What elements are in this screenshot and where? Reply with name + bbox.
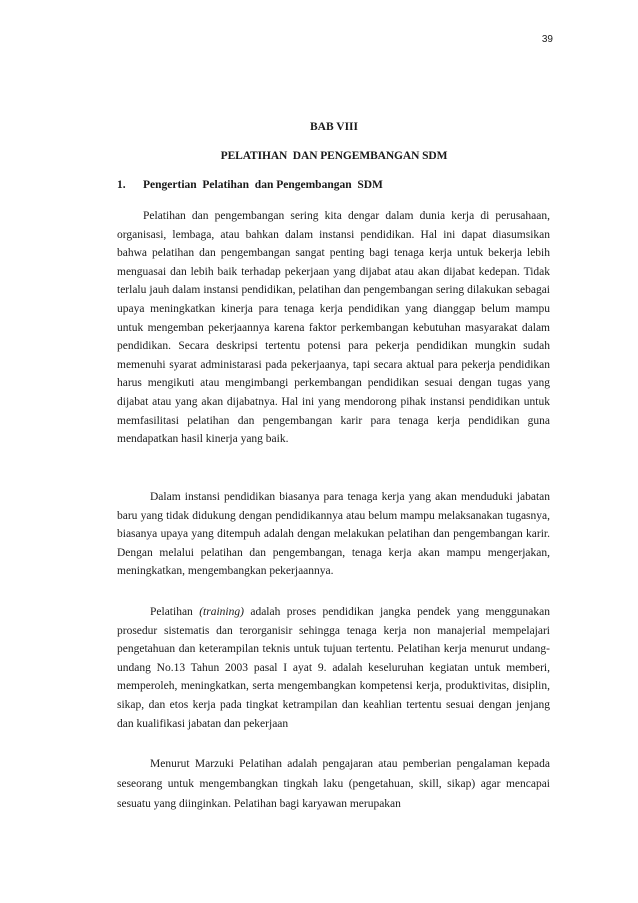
section-number: 1.	[117, 179, 126, 191]
paragraph-4	[117, 754, 550, 814]
training-term: (training)	[199, 606, 244, 618]
chapter-label: BAB VIII	[309, 121, 359, 133]
paragraph-text	[117, 603, 550, 733]
chapter-title: PELATIHAN DAN PENGEMBANGAN SDM	[220, 150, 448, 162]
paragraph-text-start: Pelatihan	[150, 606, 200, 618]
paragraph-text: Dalam instansi pendidikan biasanya para tenaga kerja yang akan menduduki jabatan baru yang tidak didukung dengan pendidikannya atau belum mampu melaksanakan tugasnya, biasanya upaya yang ditempuh adalah dengan melakukan pelatihan dan pengembangan karir. Dengan melalui pelatihan dan pengembangan, tenaga kerja akan mampu mengerjakan, meningkatkan, mengembangkan pekerjaannya.	[117, 491, 550, 578]
paragraph-text: Pelatihan dan pengembangan sering kita dengar dalam dunia kerja di perusahaan, organisasi, lembaga, atau bahkan dalam instansi pendidikan. Hal ini dapat diasumsikan bahwa pelatihan dan pengembangan sangat penting bagi tenaga kerja untuk bekerja lebih menguasai dan lebih baik terhadap pekerjaan yang dijabat atau akan dijabat kedepan. Tidak terlalu jauh dalam instansi pendidikan, pelatihan dan pengembangan sering dilakukan sebagai upaya meningkatkan kinerja para tenaga kerja pendidikan yang dianggap belum mampu untuk mengemban pekerjaannya karena faktor perkembangan kebutuhan masyarakat dalam pendidikan. Secara deskripsi tertentu potensi para pekerja pendidikan mungkin sudah memenuhi syarat administarasi pada pekerjaanya, tapi secara aktual para pekerja pendidikan harus mengikuti atau mengimbangi perkembangan pendidikan sesuai dengan tugas yang dijabat atau yang akan dijabatnya. Hal ini yang mendorong pihak instansi pendidikan untuk memfasilitasi pelatihan dan pengembangan karir para tenaga kerja pendidikan guna mendapatkan hasil kinerja yang baik.	[117, 210, 550, 446]
paragraph-1	[117, 207, 550, 449]
section-heading	[117, 179, 383, 191]
paragraph-3	[117, 603, 550, 733]
section-title: Pengertian Pelatihan dan Pengembangan SDM	[143, 179, 383, 191]
paragraph-2	[117, 488, 550, 581]
page-number: 39	[541, 34, 553, 45]
paragraph-text: Menurut Marzuki Pelatihan adalah pengajaran atau pemberian pengalaman kepada seseorang untuk mengembangkan tingkah laku (pengetahuan, skill, sikap) agar mencapai sesuatu yang diinginkan. Pelatihan bagi karyawan merupakan	[117, 758, 550, 810]
paragraph-text-rest: adalah proses pendidikan jangka pendek yang menggunakan prosedur sistematis dan terorganisir sehingga tenaga kerja non manajerial mempelajari pengetahuan dan keterampilan teknis untuk tujuan tertentu. Pelatihan kerja menurut undang-undang No.13 Tahun 2003 pasal I ayat 9. adalah keseluruhan kegiatan untuk memberi, memperoleh, meningkatkan, serta mengembangkan kompetensi kerja, produktivitas, disiplin, sikap, dan etos kerja pada tingkat ketrampilan dan keahlian tertentu sesuai dengan jenjang dan kualifikasi jabatan dan pekerjaan	[117, 606, 550, 730]
